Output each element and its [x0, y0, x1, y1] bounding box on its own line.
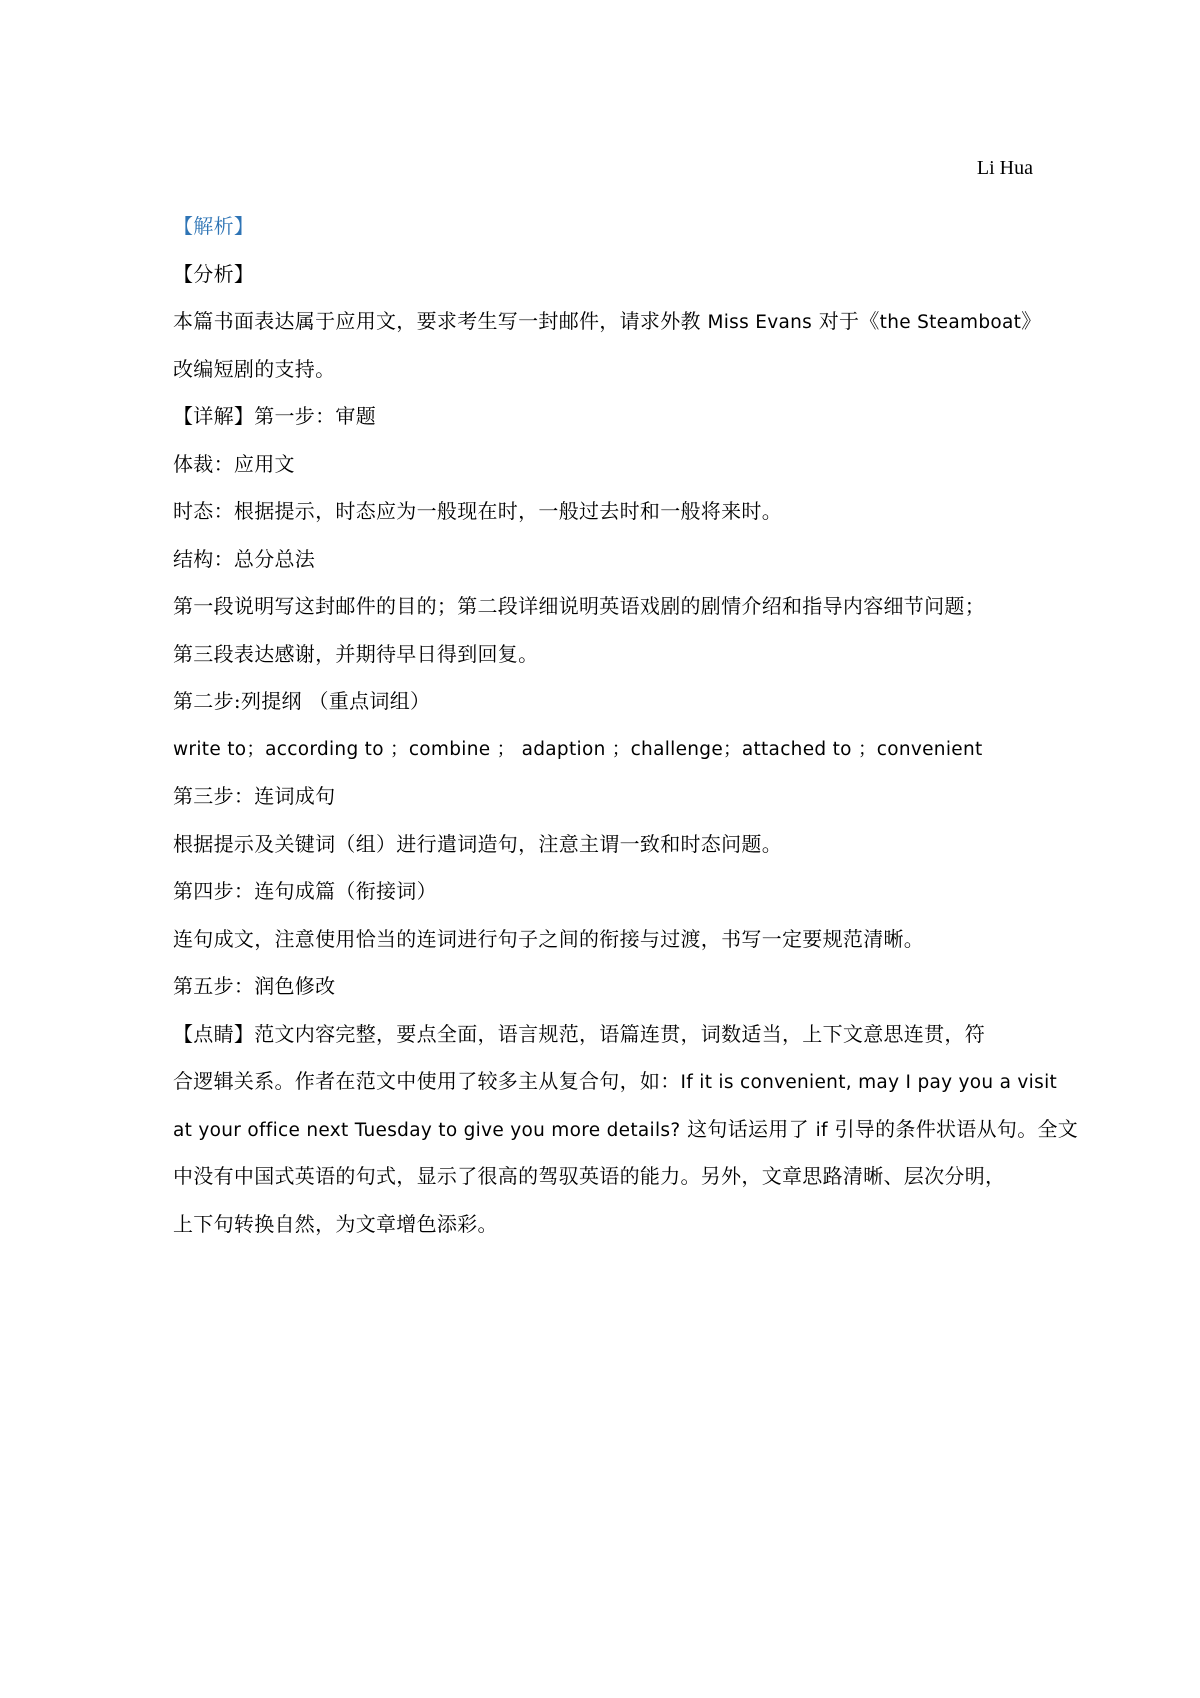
intro-text-b: 对于《 [812, 309, 880, 333]
step-3-description: 根据提示及关键词（组）进行遣词造句，注意主谓一致和时态问题。 [173, 831, 782, 856]
intro-line-2: 改编短剧的支持。 [173, 356, 336, 381]
intro-text-en2: the Steamboat [879, 312, 1022, 333]
heading-fenxi: 【分析】 [173, 261, 255, 286]
intro-text-en: Miss Evans [707, 312, 813, 333]
dianjing-line-2 [173, 1058, 1058, 1106]
analysis-body [173, 203, 1079, 1248]
structure: 结构：总分总法 [173, 546, 316, 571]
intro-line-1 [173, 298, 1042, 346]
dianjing-text-a: 合逻辑关系。作者在范文中使用了较多主从复合句，如： [173, 1069, 681, 1093]
dianjing-example-en: If it is convenient, may I pay you a visit [680, 1072, 1058, 1093]
tense: 时态：根据提示，时态应为一般现在时，一般过去时和一般将来时。 [173, 499, 782, 523]
genre: 体裁：应用文 [173, 451, 295, 476]
dianjing-if: if [815, 1119, 828, 1141]
intro-text-a: 本篇书面表达属于应用文，要求考生写一封邮件，请求外教 [173, 309, 708, 333]
dianjing-line-5: 上下句转换自然，为文章增色添彩。 [173, 1211, 498, 1236]
keywords: write to；according to ；combine ； adaption ；challenge；attached to ；convenient [173, 738, 983, 760]
intro-text-c: 》 [1021, 309, 1042, 333]
dianjing-text-b: 这句话运用了 [680, 1116, 816, 1141]
dianjing-line-1: 【点睛】范文内容完整，要点全面，语言规范，语篇连贯，词数适当，上下文意思连贯，符 [173, 1021, 985, 1046]
step-1: 【详解】第一步：审题 [173, 404, 376, 428]
heading-analysis-label: 【解析】 [173, 214, 255, 238]
step-4-description: 连句成文，注意使用恰当的连词进行句子之间的衔接与过渡，书写一定要规范清晰。 [173, 926, 925, 951]
dianjing-line-4: 中没有中国式英语的句式，显示了很高的驾驭英语的能力。另外，文章思路清晰、层次分明， [173, 1164, 1006, 1188]
step-3: 第三步：连词成句 [173, 784, 336, 808]
heading-analysis [173, 203, 1033, 251]
paragraph-description-2: 第三段表达感谢，并期待早日得到回复。 [173, 641, 539, 666]
signature: Li Hua [976, 157, 1033, 179]
step-2: 第二步:列提纲 （重点词组） [173, 689, 431, 713]
step-4: 第四步：连句成篇（衔接词） [173, 879, 437, 903]
dianjing-text-c: 引导的条件状语从句。全文 [827, 1116, 1079, 1141]
step-5: 第五步：润色修改 [173, 974, 336, 998]
dianjing-example-en-cont: at your office next Tuesday to give you more details? [173, 1119, 681, 1141]
dianjing-line-3 [173, 1106, 1079, 1154]
paragraph-description-1: 第一段说明写这封邮件的目的；第二段详细说明英语戏剧的剧情介绍和指导内容细节问题； [173, 594, 985, 618]
